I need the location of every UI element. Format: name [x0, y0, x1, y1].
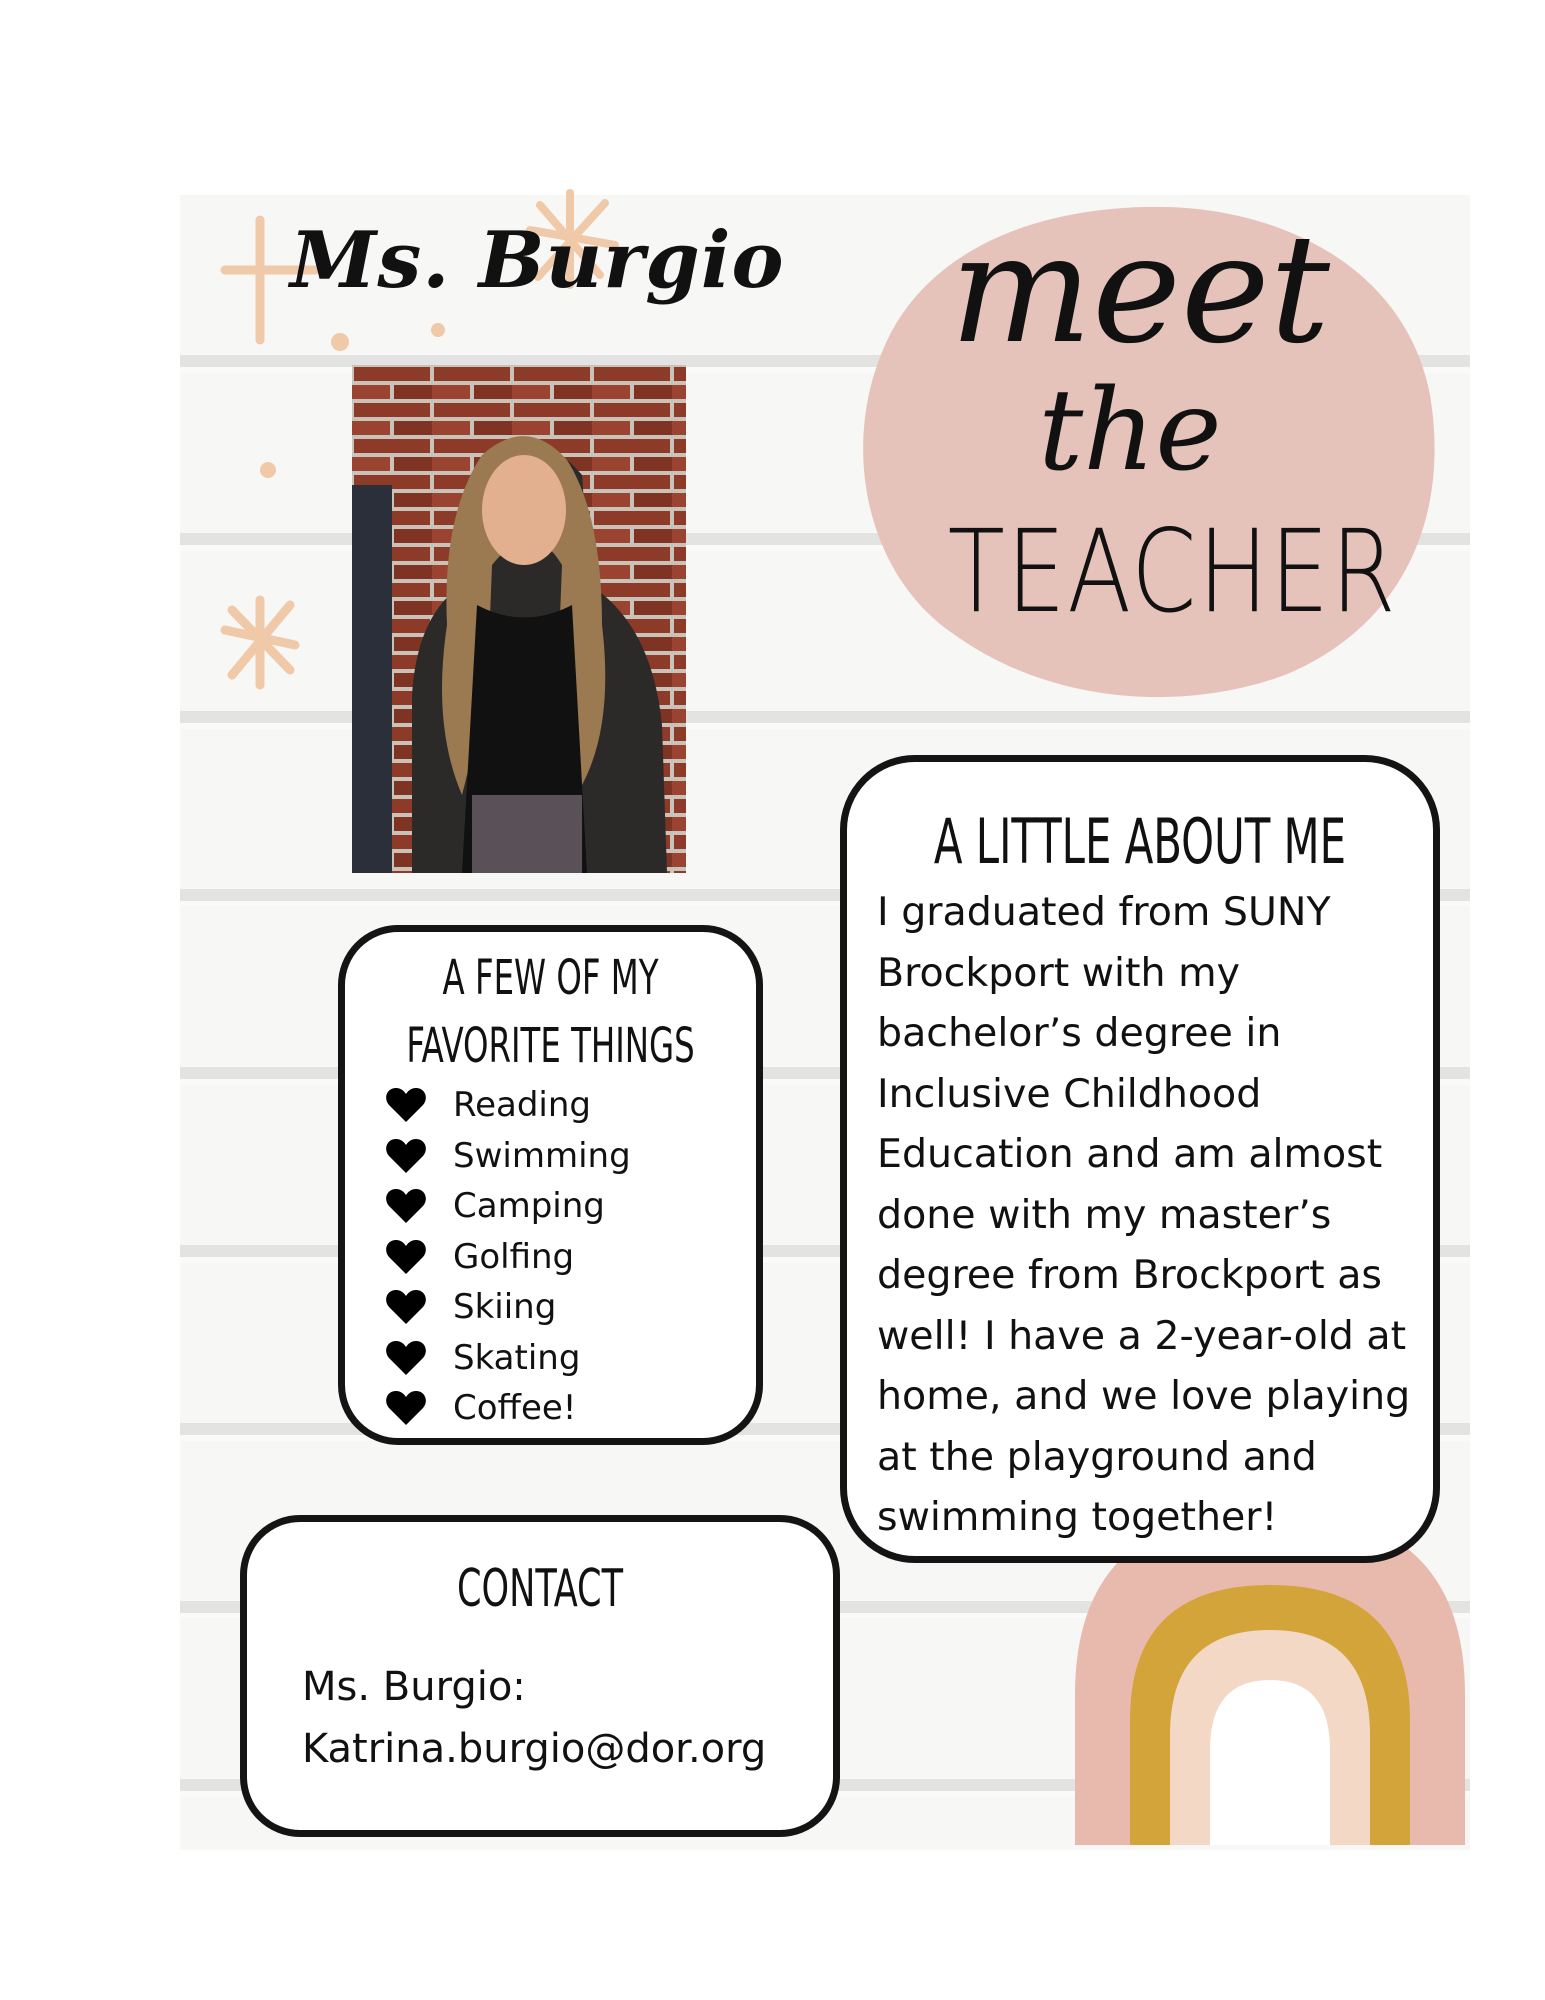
contact-heading: CONTACT [456, 1559, 624, 1619]
list-item [385, 1333, 756, 1384]
favorite-item-label: Coffee! [453, 1388, 577, 1429]
heart-icon [385, 1389, 427, 1427]
about-body: I graduated from SUNY Brockport with my bachelor’s degree in Inclusive Childhood Education and am almost done with my master’s degree from Brockport as well! I have a 2-year-old at home, and we love playing at the playground and swimming together! [877, 889, 1411, 1540]
list-item [385, 1181, 756, 1232]
list-item [385, 1131, 756, 1182]
teacher-name: Ms. Burgio [290, 215, 785, 306]
heart-icon [385, 1137, 427, 1175]
list-item [385, 1282, 756, 1333]
favorites-heading-line1: A FEW OF MY [442, 950, 659, 1006]
heart-icon [385, 1086, 427, 1124]
about-me-box [840, 755, 1440, 1563]
favorites-heading-line2: FAVORITE THINGS [406, 1018, 695, 1074]
heart-icon [385, 1187, 427, 1225]
contact-box [240, 1515, 840, 1837]
about-heading: A LITTLE ABOUT ME [933, 805, 1347, 878]
contact-name: Ms. Burgio: [302, 1664, 526, 1710]
banner-the: the [1038, 366, 1222, 496]
heart-icon [385, 1288, 427, 1326]
banner-meet: meet [949, 203, 1331, 377]
favorite-things-box [338, 925, 763, 1445]
favorite-item-label: Golfing [453, 1236, 575, 1277]
favorite-item-label: Swimming [453, 1135, 631, 1176]
favorite-item-label: Skating [453, 1337, 581, 1378]
heart-icon [385, 1339, 427, 1377]
favorite-item-label: Skiing [453, 1287, 557, 1328]
favorite-item-label: Camping [453, 1186, 605, 1227]
favorites-list [345, 1080, 756, 1434]
teacher-photo [352, 365, 686, 873]
list-item [385, 1383, 756, 1434]
favorite-item-label: Reading [453, 1085, 592, 1126]
list-item [385, 1232, 756, 1283]
list-item [385, 1080, 756, 1131]
heart-icon [385, 1238, 427, 1276]
contact-email: Katrina.burgio@dor.org [302, 1726, 767, 1772]
banner-teacher: TEACHER [947, 505, 1398, 638]
